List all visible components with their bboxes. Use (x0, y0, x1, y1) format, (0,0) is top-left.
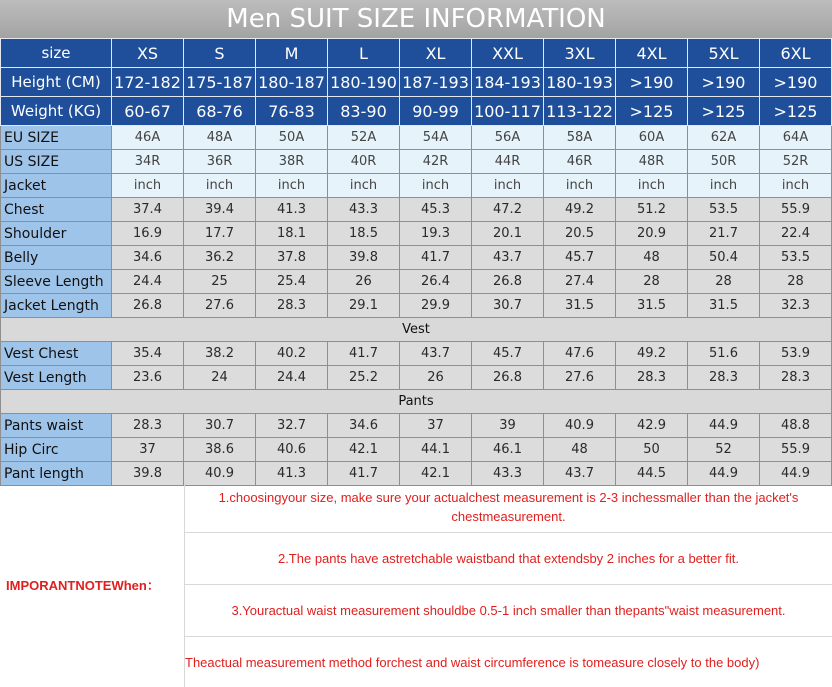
row-label: Jacket (1, 174, 112, 198)
table-cell: 39.4 (184, 198, 256, 222)
table-cell: inch (616, 174, 688, 198)
table-cell: 40.9 (184, 462, 256, 486)
table-cell: 39 (472, 414, 544, 438)
table-cell: 27.6 (184, 294, 256, 318)
table-cell: 41.7 (400, 246, 472, 270)
table-cell: 44.9 (688, 462, 760, 486)
table-cell: 41.7 (328, 342, 400, 366)
table-cell: 48R (616, 150, 688, 174)
table-cell: 31.5 (544, 294, 616, 318)
note-item-4: Theactual measurement method forchest and waist circumference is tomeasure closely to the body) (185, 654, 760, 670)
table-cell: 45.3 (400, 198, 472, 222)
table-cell: 43.7 (544, 462, 616, 486)
table-cell: 46A (112, 126, 184, 150)
weight-row (1, 97, 832, 126)
table-row (1, 126, 832, 150)
table-cell: inch (328, 174, 400, 198)
weight-cell: 83-90 (328, 97, 400, 126)
important-notes (0, 482, 832, 687)
size-header-cell: 6XL (760, 39, 832, 68)
weight-cell: 113-122 (544, 97, 616, 126)
table-cell: 44R (472, 150, 544, 174)
table-cell: 43.3 (328, 198, 400, 222)
table-row (1, 246, 832, 270)
size-chart-table (0, 38, 832, 486)
table-cell: 28.3 (760, 366, 832, 390)
table-cell: 28 (688, 270, 760, 294)
height-cell: 175-187 (184, 68, 256, 97)
section-row (1, 390, 832, 414)
table-cell: 53.9 (760, 342, 832, 366)
table-cell: 47.2 (472, 198, 544, 222)
table-cell: 18.5 (328, 222, 400, 246)
table-cell: inch (184, 174, 256, 198)
row-label: Jacket Length (1, 294, 112, 318)
table-cell: 17.7 (184, 222, 256, 246)
weight-cell: 100-117 (472, 97, 544, 126)
table-cell: 44.9 (760, 462, 832, 486)
table-cell: 20.1 (472, 222, 544, 246)
table-cell: 54A (400, 126, 472, 150)
table-cell: 32.3 (760, 294, 832, 318)
table-cell: 27.6 (544, 366, 616, 390)
table-cell: 27.4 (544, 270, 616, 294)
weight-cell: >125 (616, 97, 688, 126)
table-cell: 56A (472, 126, 544, 150)
height-cell: 180-187 (256, 68, 328, 97)
table-cell: 30.7 (184, 414, 256, 438)
table-cell: 36R (184, 150, 256, 174)
table-cell: 28.3 (112, 414, 184, 438)
table-cell: 25.2 (328, 366, 400, 390)
table-cell: 40.9 (544, 414, 616, 438)
table-cell: 36.2 (184, 246, 256, 270)
table-cell: 42R (400, 150, 472, 174)
table-cell: 28 (760, 270, 832, 294)
table-cell: 38R (256, 150, 328, 174)
weight-cell: >125 (688, 97, 760, 126)
table-cell: 26 (328, 270, 400, 294)
table-cell: 47.6 (544, 342, 616, 366)
section-title: Vest (1, 318, 832, 342)
weight-cell: 90-99 (400, 97, 472, 126)
note-item-1: 1.choosingyour size, make sure your actualchest measurement is 2-3 inchessmaller than the jacket's chestmeasurement. (185, 482, 832, 533)
row-label: EU SIZE (1, 126, 112, 150)
table-cell: 45.7 (472, 342, 544, 366)
table-cell: 44.5 (616, 462, 688, 486)
table-cell: 49.2 (544, 198, 616, 222)
table-cell: 50A (256, 126, 328, 150)
table-row (1, 174, 832, 198)
table-cell: 49.2 (616, 342, 688, 366)
table-cell: 29.9 (400, 294, 472, 318)
size-header-cell: 4XL (616, 39, 688, 68)
table-cell: 24.4 (256, 366, 328, 390)
table-cell: 42.1 (400, 462, 472, 486)
table-cell: 41.3 (256, 198, 328, 222)
table-cell: 45.7 (544, 246, 616, 270)
table-cell: 31.5 (616, 294, 688, 318)
table-cell: 24 (184, 366, 256, 390)
table-cell: 38.6 (184, 438, 256, 462)
table-cell: 52R (760, 150, 832, 174)
table-row (1, 342, 832, 366)
row-label: US SIZE (1, 150, 112, 174)
note-item-2: 2.The pants have astretchable waistband that extendsby 2 inches for a better fit. (185, 533, 832, 585)
height-cell: 172-182 (112, 68, 184, 97)
table-cell: 37.8 (256, 246, 328, 270)
table-cell: 64A (760, 126, 832, 150)
table-cell: 51.6 (688, 342, 760, 366)
table-cell: inch (256, 174, 328, 198)
table-cell: 37 (112, 438, 184, 462)
row-label: Pants waist (1, 414, 112, 438)
table-cell: inch (688, 174, 760, 198)
table-cell: 19.3 (400, 222, 472, 246)
table-cell: 35.4 (112, 342, 184, 366)
note-item-3: 3.Youractual waist measurement shouldbe 0.5-1 inch smaller than thepants"waist measurement. (185, 585, 832, 637)
table-cell: 40R (328, 150, 400, 174)
table-cell: 50.4 (688, 246, 760, 270)
table-cell: 58A (544, 126, 616, 150)
height-cell: 180-193 (544, 68, 616, 97)
table-cell: 48 (616, 246, 688, 270)
table-cell: 50 (616, 438, 688, 462)
row-label: Hip Circ (1, 438, 112, 462)
table-row (1, 414, 832, 438)
table-cell: 34R (112, 150, 184, 174)
table-cell: 28 (616, 270, 688, 294)
table-cell: inch (112, 174, 184, 198)
table-cell: 26.8 (472, 270, 544, 294)
table-cell: 28.3 (616, 366, 688, 390)
table-cell: 18.1 (256, 222, 328, 246)
table-cell: 48.8 (760, 414, 832, 438)
table-cell: 24.4 (112, 270, 184, 294)
table-cell: 34.6 (112, 246, 184, 270)
table-cell: 55.9 (760, 438, 832, 462)
table-cell: 25 (184, 270, 256, 294)
table-cell: 48A (184, 126, 256, 150)
table-cell: 44.9 (688, 414, 760, 438)
table-cell: inch (400, 174, 472, 198)
section-title: Pants (1, 390, 832, 414)
height-label: Height (CM) (1, 68, 112, 97)
table-cell: 60A (616, 126, 688, 150)
table-row (1, 198, 832, 222)
table-cell: 62A (688, 126, 760, 150)
table-cell: 52A (328, 126, 400, 150)
table-row (1, 222, 832, 246)
height-cell: >190 (688, 68, 760, 97)
table-cell: 38.2 (184, 342, 256, 366)
weight-cell: 60-67 (112, 97, 184, 126)
height-cell: 187-193 (400, 68, 472, 97)
size-header-cell: S (184, 39, 256, 68)
table-cell: 43.3 (472, 462, 544, 486)
section-row (1, 318, 832, 342)
size-header-label: size (1, 39, 112, 68)
page-title: Men SUIT SIZE INFORMATION (0, 0, 832, 38)
table-cell: 39.8 (112, 462, 184, 486)
weight-cell: 76-83 (256, 97, 328, 126)
table-cell: 25.4 (256, 270, 328, 294)
height-cell: >190 (760, 68, 832, 97)
table-cell: 37 (400, 414, 472, 438)
row-label: Vest Length (1, 366, 112, 390)
table-cell: 42.9 (616, 414, 688, 438)
table-cell: 29.1 (328, 294, 400, 318)
table-row (1, 150, 832, 174)
table-cell: 26.8 (112, 294, 184, 318)
table-cell: 20.5 (544, 222, 616, 246)
table-row (1, 294, 832, 318)
height-row (1, 68, 832, 97)
table-cell: 40.2 (256, 342, 328, 366)
height-cell: 184-193 (472, 68, 544, 97)
table-cell: 44.1 (400, 438, 472, 462)
table-row (1, 366, 832, 390)
table-cell: inch (760, 174, 832, 198)
table-cell: 41.3 (256, 462, 328, 486)
row-label: Chest (1, 198, 112, 222)
table-cell: 53.5 (760, 246, 832, 270)
table-cell: 51.2 (616, 198, 688, 222)
notes-label: IMPORANTNOTEWhen： (6, 578, 160, 593)
size-header-cell: XS (112, 39, 184, 68)
weight-cell: 68-76 (184, 97, 256, 126)
table-cell: 20.9 (616, 222, 688, 246)
table-cell: inch (472, 174, 544, 198)
table-cell: 26.4 (400, 270, 472, 294)
row-label: Vest Chest (1, 342, 112, 366)
table-cell: 23.6 (112, 366, 184, 390)
table-cell: 22.4 (760, 222, 832, 246)
size-header-row (1, 39, 832, 68)
row-label: Sleeve Length (1, 270, 112, 294)
row-label: Belly (1, 246, 112, 270)
table-cell: 52 (688, 438, 760, 462)
table-cell: 46.1 (472, 438, 544, 462)
table-cell: 43.7 (472, 246, 544, 270)
size-header-cell: XXL (472, 39, 544, 68)
weight-cell: >125 (760, 97, 832, 126)
weight-label: Weight (KG) (1, 97, 112, 126)
table-cell: 55.9 (760, 198, 832, 222)
table-cell: 48 (544, 438, 616, 462)
table-cell: 37.4 (112, 198, 184, 222)
table-cell: 46R (544, 150, 616, 174)
table-cell: 16.9 (112, 222, 184, 246)
table-cell: 26 (400, 366, 472, 390)
row-label: Shoulder (1, 222, 112, 246)
size-header-cell: 5XL (688, 39, 760, 68)
table-cell: 53.5 (688, 198, 760, 222)
size-header-cell: L (328, 39, 400, 68)
table-cell: 41.7 (328, 462, 400, 486)
size-header-cell: 3XL (544, 39, 616, 68)
size-header-cell: XL (400, 39, 472, 68)
table-cell: 50R (688, 150, 760, 174)
table-cell: 28.3 (256, 294, 328, 318)
table-row (1, 438, 832, 462)
table-cell: 26.8 (472, 366, 544, 390)
table-cell: 30.7 (472, 294, 544, 318)
table-cell: 40.6 (256, 438, 328, 462)
table-cell: 28.3 (688, 366, 760, 390)
height-cell: 180-190 (328, 68, 400, 97)
table-cell: 31.5 (688, 294, 760, 318)
table-cell: 39.8 (328, 246, 400, 270)
table-row (1, 270, 832, 294)
table-cell: 34.6 (328, 414, 400, 438)
table-cell: 32.7 (256, 414, 328, 438)
height-cell: >190 (616, 68, 688, 97)
size-header-cell: M (256, 39, 328, 68)
table-cell: 42.1 (328, 438, 400, 462)
table-cell: 43.7 (400, 342, 472, 366)
table-cell: 21.7 (688, 222, 760, 246)
row-label: Pant length (1, 462, 112, 486)
table-cell: inch (544, 174, 616, 198)
